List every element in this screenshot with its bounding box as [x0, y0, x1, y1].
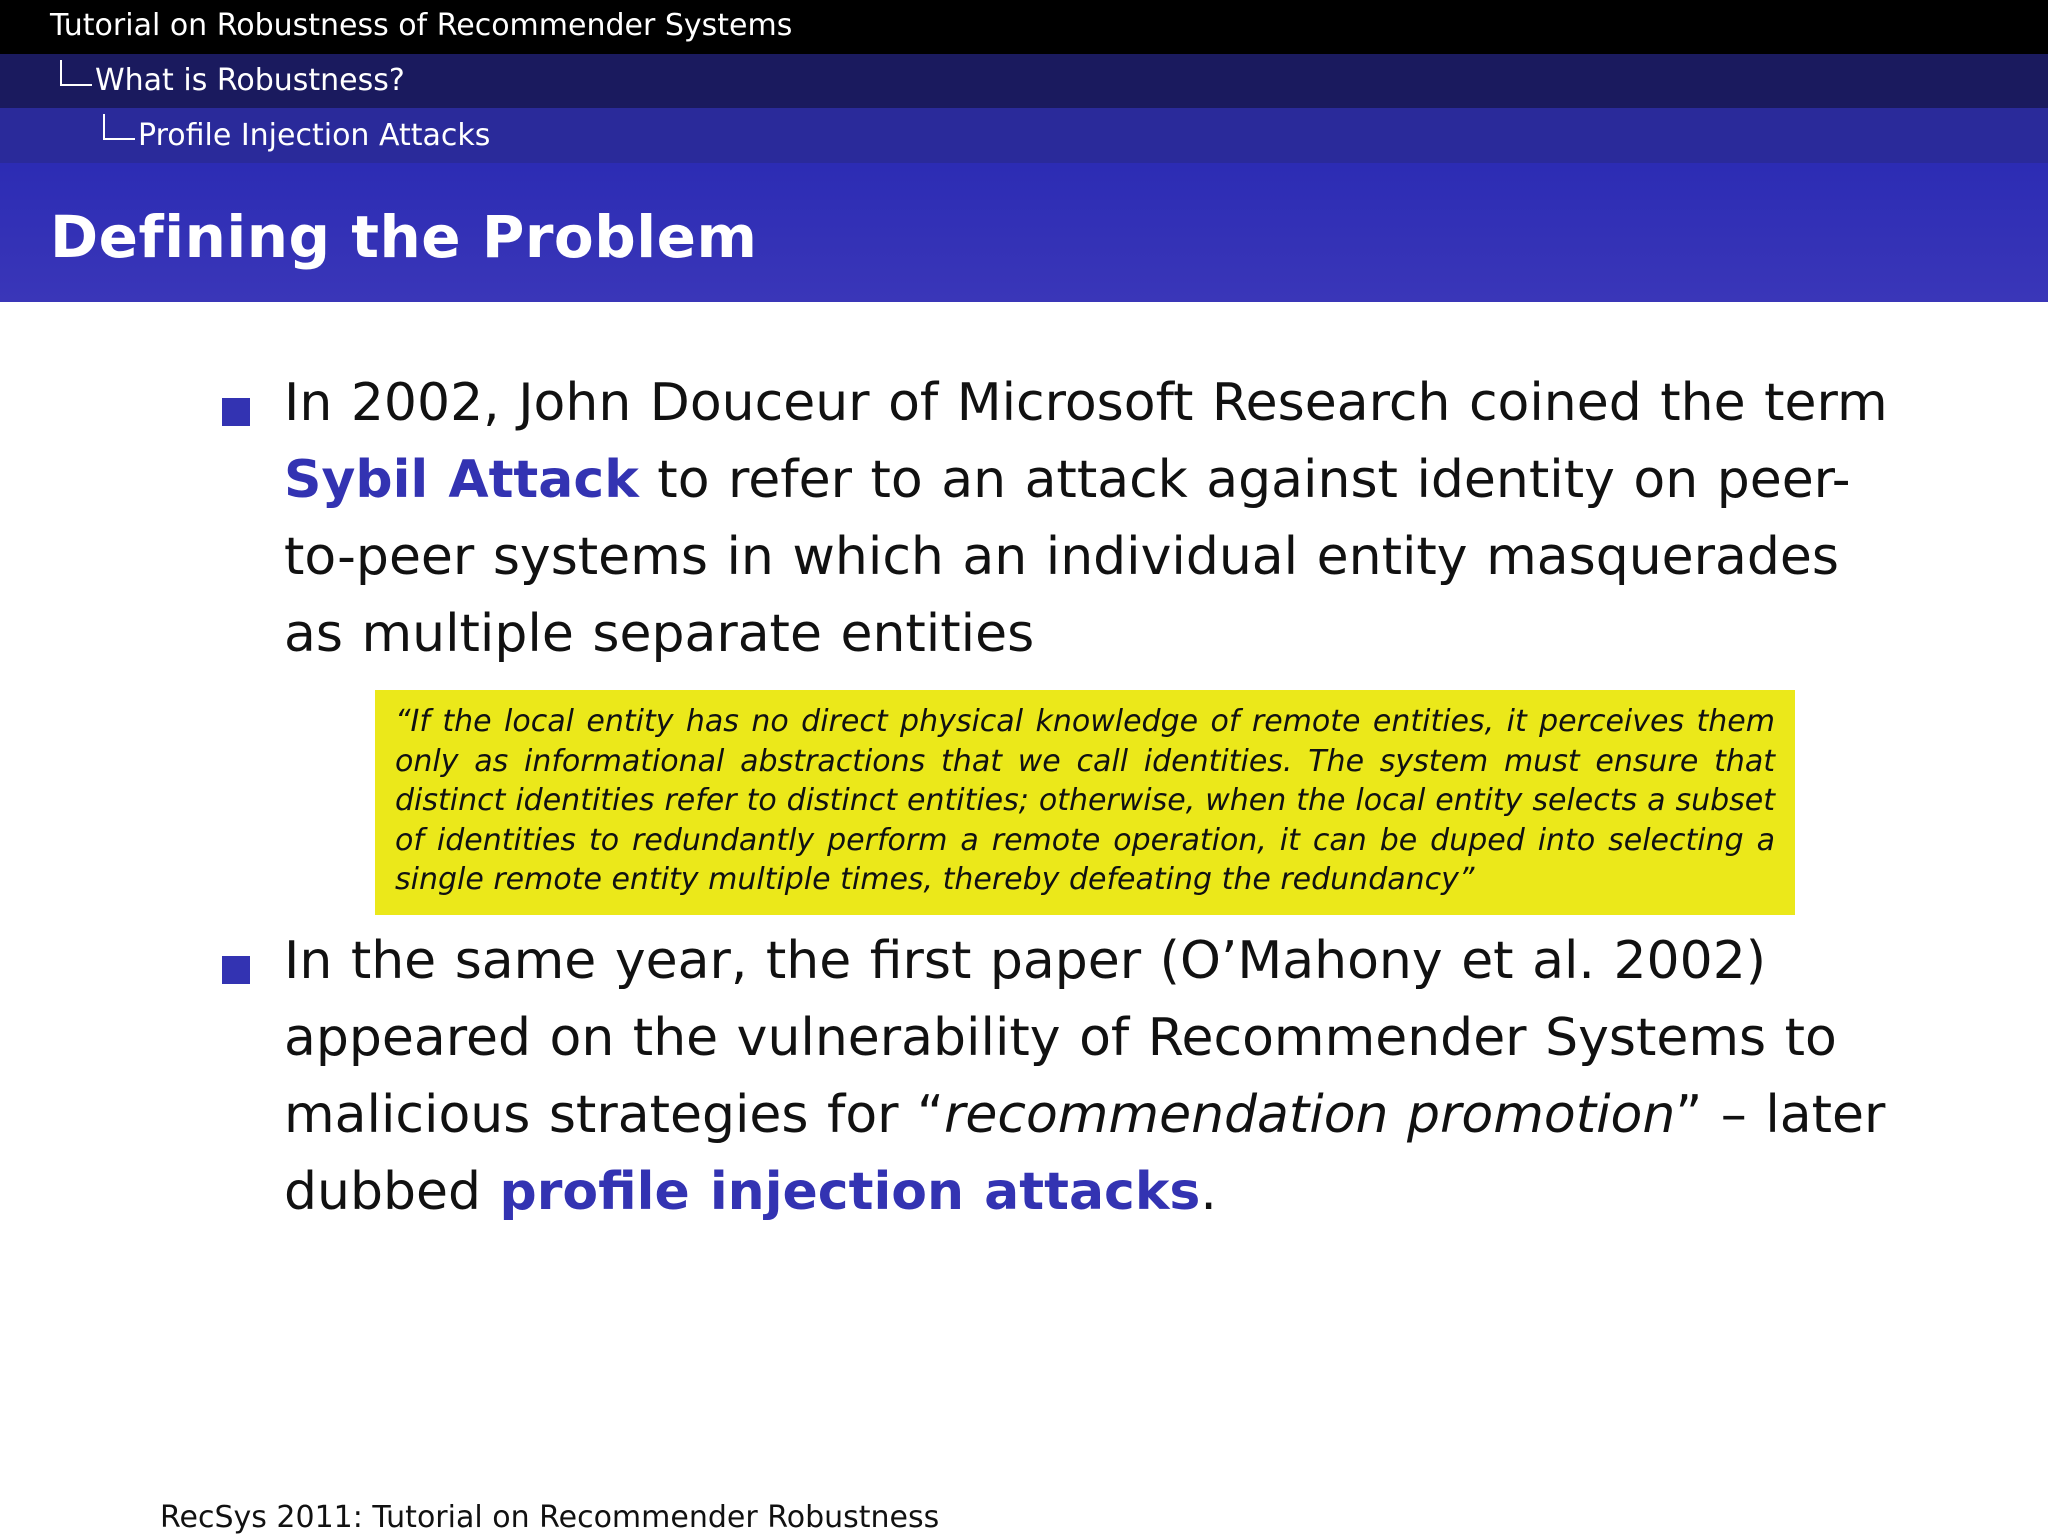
footer-text: RecSys 2011: Tutorial on Recommender Robustness: [160, 1500, 940, 1535]
presentation-title[interactable]: Tutorial on Robustness of Recommender Systems: [50, 8, 793, 43]
bullet-text-part: to refer to an attack against identity on peer-to-peer systems in which an individual entity masquerades as multiple separate entities: [284, 450, 1851, 664]
quote-box: [375, 690, 1795, 915]
section-title[interactable]: What is Robustness?: [95, 63, 405, 98]
bullet-text-part: .: [1200, 1162, 1217, 1222]
slide-title: Defining the Problem: [50, 203, 758, 271]
subsection-title[interactable]: Profile Injection Attacks: [138, 118, 491, 153]
quote-text: “If the local entity has no direct physical knowledge of remote entities, it perceives them only as informational abstractions that we call identities. The system must ensure that distinct identities refer to distinct entities; otherwise, when the local entity selects a subset of identities to redundantly perform a remote operation, it can be duped into selecting a single remote entity multiple times, thereby defeating the redundancy”: [395, 704, 1775, 897]
frame-title-bar: [0, 163, 2048, 302]
italic-term: recommendation promotion: [944, 1085, 1676, 1145]
header-presentation-bar: [0, 0, 2048, 54]
bullet-text-part: In the same year, the first paper (O’Mahony et al. 2002) appeared on the vulnerability of Recommender Systems to malicious strategies for “: [284, 931, 1837, 1145]
square-bullet-icon: [222, 398, 250, 426]
header-section-bar: [0, 54, 2048, 108]
term-highlight: profile injection attacks: [499, 1162, 1201, 1222]
bullet-text-part: ” – later dubbed: [284, 1085, 1886, 1222]
bullet-text: [284, 923, 1904, 1231]
square-bullet-icon: [222, 956, 250, 984]
bullet-text-part: In 2002, John Douceur of Microsoft Research coined the term: [284, 373, 1888, 433]
term-highlight: Sybil Attack: [284, 450, 639, 510]
tree-branch-icon: [103, 114, 135, 140]
tree-branch-icon: [60, 60, 92, 86]
bullet-text: [284, 365, 1904, 673]
header-subsection-bar: [0, 108, 2048, 163]
